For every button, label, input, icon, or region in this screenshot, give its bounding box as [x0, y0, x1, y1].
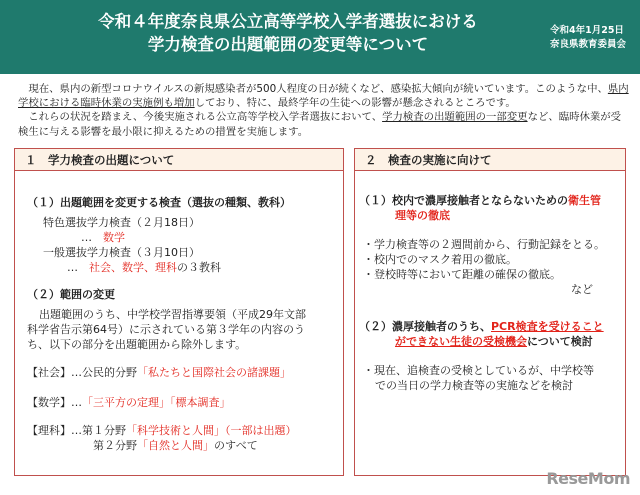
issue-date: 令和4年1月25日 — [549, 25, 624, 36]
scope-body-3: ち、以下の部分を出題範囲から除外します。 — [27, 338, 247, 351]
measure-mask: ・校内でのマスク着用の徹底。 — [363, 253, 517, 266]
section-1-heading: １ 学力検査の出題について — [15, 149, 343, 171]
intro-p1: 現在、県内の新型コロナウイルスの新規感染者が500人程度の日が続くなど、感染拡大傾向が続いています。このような中、 — [28, 83, 608, 95]
page-title — [68, 10, 508, 56]
s22-pcr: PCR検査を受けること — [491, 320, 604, 333]
section-exam-scope — [14, 148, 344, 476]
logo-text: ReseMom — [546, 469, 630, 488]
scope-body-2: 科学省告示第64号）に示されている第３学年の内容のう — [27, 323, 305, 336]
scope-body-1: 出題範囲のうち、中学校学習指導要領（平成29年文部 — [39, 308, 306, 321]
intro-p2-end: など、臨時休業が受検生に与える影響を最小限に抑えるための措置を実施します。 — [18, 111, 622, 138]
makeup-exam-1: ・現在、追検査の受検としているが、中学校等 — [363, 364, 594, 377]
title-line-2: 学力検査の出題範囲の変更等について — [147, 35, 429, 54]
intro-p1-end: しており、特に、最終学年の生徒への影響が懸念されるところです。 — [194, 97, 516, 110]
social-text: …公民的分野 — [71, 366, 137, 379]
ippan-exam: 一般選抜学力検査（３月10日） — [43, 246, 200, 259]
science-text-2: 第２分野 — [93, 439, 137, 452]
measure-distance: ・登校時等において距離の確保の徹底。 — [363, 268, 561, 281]
science-suffix-2: のすべて — [214, 439, 258, 452]
measure-etc: など — [571, 283, 593, 296]
subsection-2-1-title-line2: 理等の徹底 — [395, 209, 450, 222]
intro-p2-underlined: 学力検査の出題範囲の一部変更 — [382, 111, 528, 124]
science-row-1 — [27, 423, 297, 438]
tokushoku-subject: 数学 — [103, 231, 125, 244]
intro-p1-underlined: 県内学校における臨時休業の実施例も増加 — [18, 83, 629, 110]
measure-record: ・学力検査等の２週間前から、行動記録をとる。 — [363, 238, 605, 251]
science-excluded-2: 「自然と人間」 — [137, 439, 214, 452]
dots: … — [67, 261, 78, 274]
subsection-1-2-title: （２）範囲の変更 — [27, 288, 115, 301]
subsection-2-2-title-line2 — [395, 334, 593, 349]
resemom-logo — [546, 467, 630, 489]
s22-opportunity: ができない生徒の受検機会 — [395, 335, 527, 348]
subsection-2-1-title-line1 — [359, 193, 601, 208]
issuing-org: 奈良県教育委員会 — [549, 39, 626, 50]
title-line-1: 令和４年度奈良県公立高等学校入学者選抜における — [98, 12, 478, 31]
math-excluded: 「三平方の定理」「標本調査」 — [82, 396, 231, 409]
ippan-subjects-suffix: の３教科 — [177, 261, 221, 274]
math-text: … — [71, 396, 82, 409]
intro-p2a: これらの状況を踏まえ、今後実施される公立高等学校入学者選抜において、 — [28, 111, 383, 124]
header-banner — [0, 0, 640, 74]
social-excluded: 「私たちと国際社会の諸課題」 — [137, 366, 291, 379]
makeup-exam-2: での当日の学力検査等の実施などを検討 — [375, 379, 573, 392]
header-meta — [550, 24, 626, 52]
science-row-2 — [93, 438, 258, 453]
dots: … — [81, 231, 92, 244]
intro-paragraph-2 — [18, 110, 630, 138]
math-row — [27, 395, 231, 410]
science-text-1: …第１分野 — [71, 424, 126, 437]
s21-text: （１）校内で濃厚接触者とならないための — [359, 194, 568, 207]
subsection-2-2-title-line1 — [359, 319, 604, 334]
ippan-subjects: 社会、数学、理科 — [89, 261, 177, 274]
section-2-heading: ２ 検査の実施に向けて — [355, 149, 625, 171]
subsection-1-1-title: （１）出題範囲を変更する検査（選抜の種類、教科） — [27, 196, 291, 209]
s21-red-1: 衛生管 — [568, 194, 601, 207]
social-row — [27, 365, 291, 380]
math-label: 【数学】 — [27, 396, 71, 409]
science-excluded-1: 「科学技術と人間」（一部は出題） — [126, 424, 297, 437]
intro-paragraph-1 — [18, 82, 630, 110]
social-label: 【社会】 — [27, 366, 71, 379]
s22-text: （２）濃厚接触者のうち、 — [359, 320, 491, 333]
science-label: 【理科】 — [27, 424, 71, 437]
s22-suffix: について検討 — [527, 335, 593, 348]
intro-text — [18, 82, 630, 139]
ippan-subject-line — [67, 260, 221, 275]
tokushoku-exam: 特色選抜学力検査（２月18日） — [43, 216, 200, 229]
tokushoku-subject-line — [81, 230, 125, 245]
section-exam-implementation — [354, 148, 626, 476]
